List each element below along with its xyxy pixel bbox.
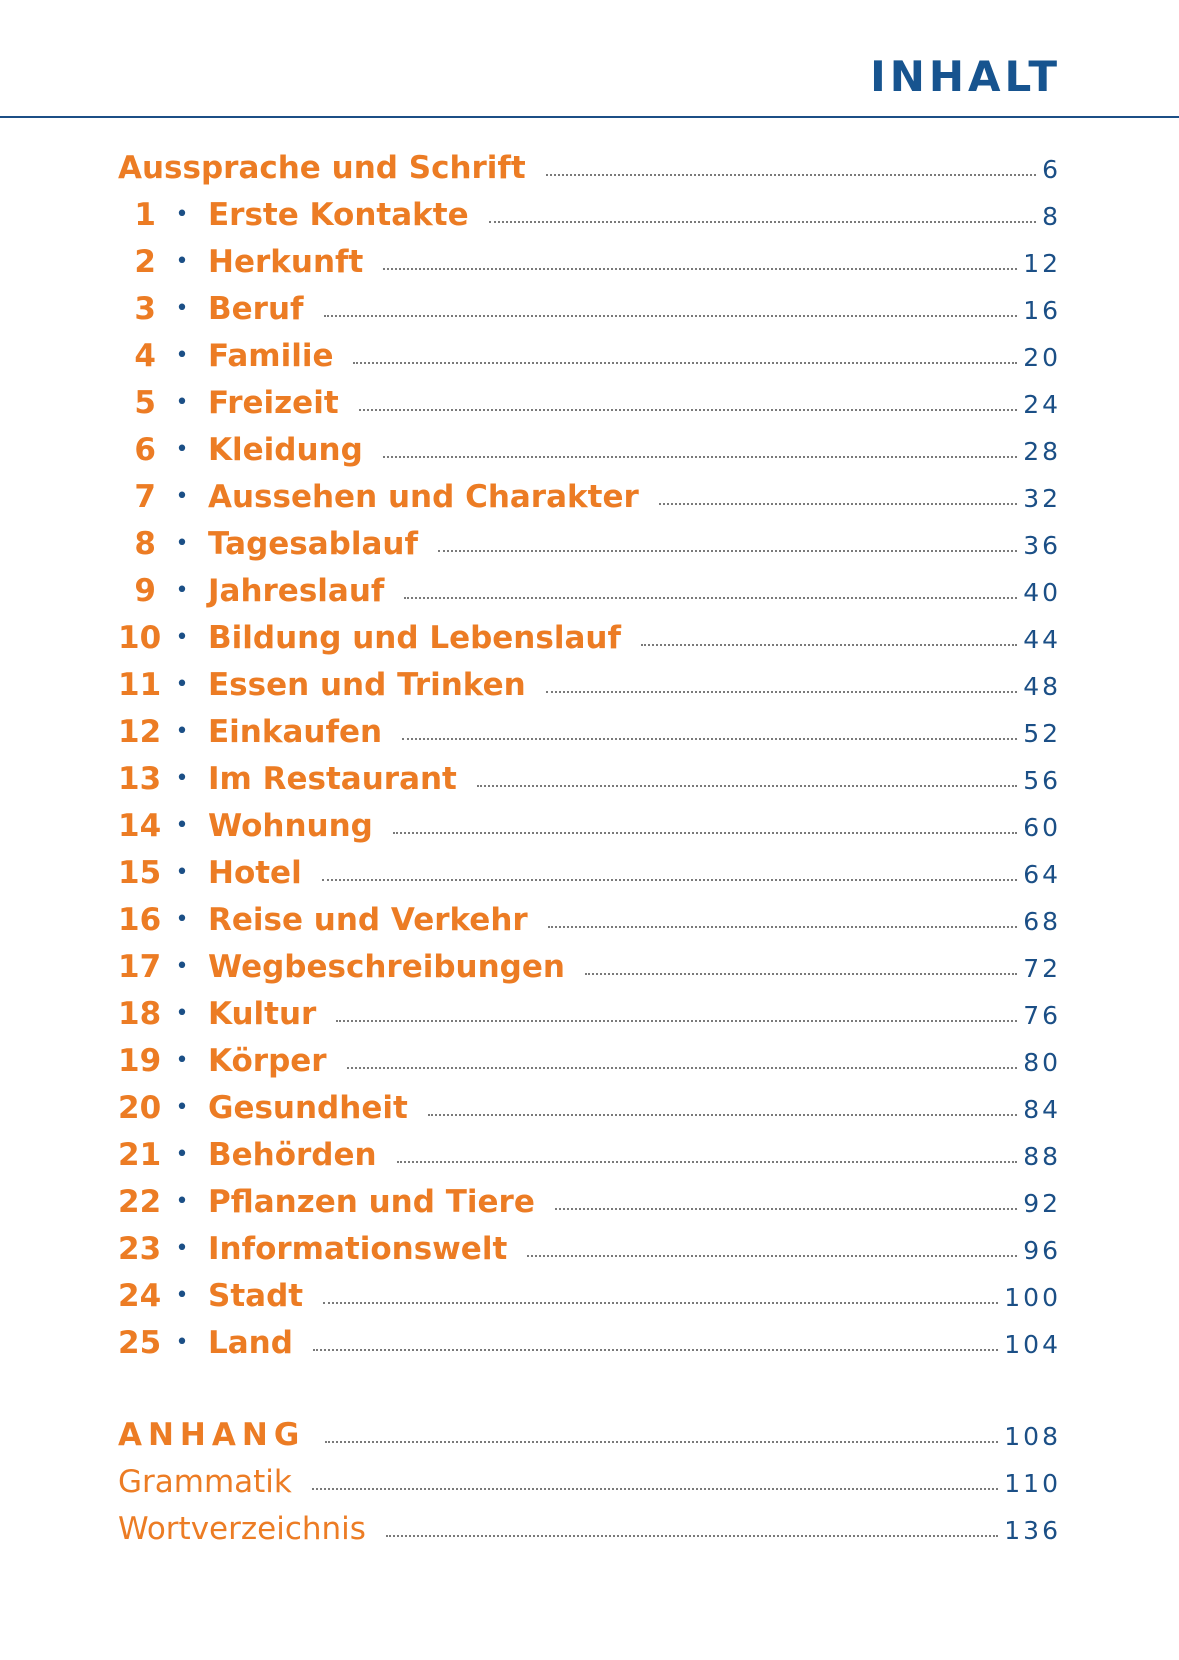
dot-leader bbox=[438, 550, 1017, 552]
chapter-number: 6 bbox=[134, 432, 156, 468]
dot-leader bbox=[359, 409, 1018, 411]
bullet-icon: • bbox=[175, 296, 189, 321]
dot-leader bbox=[404, 597, 1017, 599]
dot-leader bbox=[323, 1302, 998, 1304]
chapter-title: Beruf bbox=[208, 291, 304, 327]
toc-entry-chapter[interactable] bbox=[118, 1184, 1061, 1231]
chapter-page: 84 bbox=[1023, 1095, 1061, 1124]
bullet-icon: • bbox=[175, 578, 189, 603]
dot-leader bbox=[383, 456, 1017, 458]
dot-leader bbox=[477, 785, 1017, 787]
toc-entry-title: Aussprache und Schrift bbox=[118, 150, 526, 186]
chapter-number: 25 bbox=[118, 1325, 162, 1361]
toc-entry-chapter[interactable] bbox=[118, 761, 1061, 808]
spacer bbox=[118, 1372, 1061, 1417]
toc-entry-chapter[interactable] bbox=[118, 573, 1061, 620]
bullet-icon: • bbox=[175, 390, 189, 415]
dot-leader bbox=[313, 1349, 998, 1351]
chapter-number: 13 bbox=[118, 761, 162, 797]
toc-entry-chapter[interactable] bbox=[118, 526, 1061, 573]
dot-leader bbox=[336, 1020, 1017, 1022]
bullet-icon: • bbox=[175, 1236, 189, 1261]
page-header bbox=[0, 0, 1179, 118]
toc-entry-chapter[interactable] bbox=[118, 1278, 1061, 1325]
chapter-page: 88 bbox=[1023, 1142, 1061, 1171]
bullet-icon: • bbox=[175, 672, 189, 697]
appendix-item-page: 110 bbox=[1004, 1469, 1061, 1498]
bullet-icon: • bbox=[175, 625, 189, 650]
chapter-number: 21 bbox=[118, 1137, 162, 1173]
chapter-list bbox=[118, 197, 1061, 1372]
dot-leader bbox=[641, 644, 1017, 646]
chapter-title: Erste Kontakte bbox=[208, 197, 469, 233]
dot-leader bbox=[353, 362, 1017, 364]
dot-leader bbox=[325, 1441, 998, 1443]
dot-leader bbox=[527, 1255, 1017, 1257]
chapter-title: Freizeit bbox=[208, 385, 339, 421]
toc-entry-chapter[interactable] bbox=[118, 197, 1061, 244]
dot-leader bbox=[393, 832, 1017, 834]
page-title: INHALT bbox=[870, 52, 1061, 101]
chapter-title: Behörden bbox=[208, 1137, 377, 1173]
chapter-page: 44 bbox=[1023, 625, 1061, 654]
chapter-title: Essen und Trinken bbox=[208, 667, 526, 703]
bullet-icon: • bbox=[175, 719, 189, 744]
chapter-page: 92 bbox=[1023, 1189, 1061, 1218]
dot-leader bbox=[489, 221, 1037, 223]
toc-entry-chapter[interactable] bbox=[118, 338, 1061, 385]
chapter-title: Wegbeschreibungen bbox=[208, 949, 565, 985]
chapter-title: Einkaufen bbox=[208, 714, 383, 750]
chapter-page: 104 bbox=[1004, 1330, 1061, 1359]
toc-entry-chapter[interactable] bbox=[118, 996, 1061, 1043]
chapter-page: 72 bbox=[1023, 954, 1061, 983]
chapter-title: Kultur bbox=[208, 996, 317, 1032]
bullet-icon: • bbox=[175, 343, 189, 368]
chapter-page: 80 bbox=[1023, 1048, 1061, 1077]
table-of-contents bbox=[118, 150, 1061, 1558]
dot-leader bbox=[402, 738, 1017, 740]
dot-leader bbox=[386, 1535, 998, 1537]
chapter-title: Jahreslauf bbox=[208, 573, 385, 609]
bullet-icon: • bbox=[175, 437, 189, 462]
bullet-icon: • bbox=[175, 1283, 189, 1308]
toc-entry-appendix-item[interactable] bbox=[118, 1464, 1061, 1511]
chapter-number: 5 bbox=[134, 385, 156, 421]
dot-leader bbox=[548, 926, 1018, 928]
toc-entry-chapter[interactable] bbox=[118, 808, 1061, 855]
bullet-icon: • bbox=[175, 202, 189, 227]
chapter-number: 9 bbox=[134, 573, 156, 609]
toc-entry-chapter[interactable] bbox=[118, 244, 1061, 291]
chapter-title: Reise und Verkehr bbox=[208, 902, 528, 938]
bullet-icon: • bbox=[175, 249, 189, 274]
chapter-page: 24 bbox=[1023, 390, 1061, 419]
bullet-icon: • bbox=[175, 860, 189, 885]
chapter-page: 96 bbox=[1023, 1236, 1061, 1265]
bullet-icon: • bbox=[175, 1048, 189, 1073]
chapter-title: Herkunft bbox=[208, 244, 364, 280]
toc-entry-appendix[interactable] bbox=[118, 1417, 1061, 1464]
chapter-title: Familie bbox=[208, 338, 334, 374]
toc-entry-page: 6 bbox=[1042, 155, 1061, 184]
chapter-title: Aussehen und Charakter bbox=[208, 479, 639, 515]
chapter-page: 64 bbox=[1023, 860, 1061, 889]
chapter-title: Wohnung bbox=[208, 808, 373, 844]
chapter-page: 36 bbox=[1023, 531, 1061, 560]
chapter-page: 20 bbox=[1023, 343, 1061, 372]
dot-leader bbox=[322, 879, 1017, 881]
chapter-number: 20 bbox=[118, 1090, 162, 1126]
chapter-title: Tagesablauf bbox=[208, 526, 418, 562]
toc-entry-chapter[interactable] bbox=[118, 1325, 1061, 1372]
dot-leader bbox=[585, 973, 1017, 975]
chapter-number: 10 bbox=[118, 620, 162, 656]
bullet-icon: • bbox=[175, 1095, 189, 1120]
toc-entry-intro[interactable] bbox=[118, 150, 1061, 197]
bullet-icon: • bbox=[175, 1330, 189, 1355]
bullet-icon: • bbox=[175, 766, 189, 791]
dot-leader bbox=[312, 1488, 998, 1490]
chapter-number: 22 bbox=[118, 1184, 162, 1220]
dot-leader bbox=[397, 1161, 1018, 1163]
toc-entry-chapter[interactable] bbox=[118, 667, 1061, 714]
chapter-page: 100 bbox=[1004, 1283, 1061, 1312]
dot-leader bbox=[383, 268, 1017, 270]
chapter-number: 7 bbox=[134, 479, 156, 515]
dot-leader bbox=[428, 1114, 1017, 1116]
bullet-icon: • bbox=[175, 484, 189, 509]
bullet-icon: • bbox=[175, 954, 189, 979]
dot-leader bbox=[555, 1208, 1017, 1210]
chapter-page: 76 bbox=[1023, 1001, 1061, 1030]
chapter-title: Kleidung bbox=[208, 432, 363, 468]
chapter-number: 3 bbox=[134, 291, 156, 327]
appendix-item-title: Wortverzeichnis bbox=[118, 1511, 366, 1547]
chapter-title: Land bbox=[208, 1325, 293, 1361]
chapter-number: 4 bbox=[134, 338, 156, 374]
chapter-number: 17 bbox=[118, 949, 162, 985]
bullet-icon: • bbox=[175, 813, 189, 838]
chapter-page: 16 bbox=[1023, 296, 1061, 325]
toc-entry-chapter[interactable] bbox=[118, 1090, 1061, 1137]
bullet-icon: • bbox=[175, 531, 189, 556]
bullet-icon: • bbox=[175, 907, 189, 932]
chapter-number: 11 bbox=[118, 667, 162, 703]
toc-entry-chapter[interactable] bbox=[118, 1043, 1061, 1090]
toc-entry-chapter[interactable] bbox=[118, 1137, 1061, 1184]
chapter-title: Körper bbox=[208, 1043, 327, 1079]
chapter-page: 52 bbox=[1023, 719, 1061, 748]
toc-entry-chapter[interactable] bbox=[118, 714, 1061, 761]
appendix-title: ANHANG bbox=[118, 1417, 306, 1453]
chapter-page: 68 bbox=[1023, 907, 1061, 936]
dot-leader bbox=[347, 1067, 1018, 1069]
toc-entry-chapter[interactable] bbox=[118, 1231, 1061, 1278]
chapter-number: 16 bbox=[118, 902, 162, 938]
chapter-title: Informationswelt bbox=[208, 1231, 508, 1267]
chapter-number: 24 bbox=[118, 1278, 162, 1314]
chapter-number: 1 bbox=[134, 197, 156, 233]
chapter-number: 23 bbox=[118, 1231, 162, 1267]
chapter-title: Bildung und Lebenslauf bbox=[208, 620, 621, 656]
chapter-page: 8 bbox=[1042, 202, 1061, 231]
chapter-page: 48 bbox=[1023, 672, 1061, 701]
chapter-title: Hotel bbox=[208, 855, 302, 891]
appendix-item-title: Grammatik bbox=[118, 1464, 292, 1500]
toc-entry-chapter[interactable] bbox=[118, 291, 1061, 338]
chapter-number: 15 bbox=[118, 855, 162, 891]
toc-entry-chapter[interactable] bbox=[118, 432, 1061, 479]
chapter-number: 12 bbox=[118, 714, 162, 750]
dot-leader bbox=[546, 174, 1036, 176]
chapter-number: 8 bbox=[134, 526, 156, 562]
bullet-icon: • bbox=[175, 1142, 189, 1167]
toc-entry-chapter[interactable] bbox=[118, 902, 1061, 949]
chapter-title: Im Restaurant bbox=[208, 761, 457, 797]
chapter-number: 19 bbox=[118, 1043, 162, 1079]
bullet-icon: • bbox=[175, 1189, 189, 1214]
chapter-title: Stadt bbox=[208, 1278, 304, 1314]
appendix-page: 108 bbox=[1004, 1422, 1061, 1451]
chapter-page: 56 bbox=[1023, 766, 1061, 795]
toc-entry-chapter[interactable] bbox=[118, 620, 1061, 667]
dot-leader bbox=[324, 315, 1018, 317]
toc-entry-chapter[interactable] bbox=[118, 479, 1061, 526]
chapter-number: 2 bbox=[134, 244, 156, 280]
chapter-page: 28 bbox=[1023, 437, 1061, 466]
appendix-item-page: 136 bbox=[1004, 1516, 1061, 1545]
dot-leader bbox=[659, 503, 1017, 505]
toc-entry-chapter[interactable] bbox=[118, 949, 1061, 996]
dot-leader bbox=[546, 691, 1017, 693]
chapter-number: 14 bbox=[118, 808, 162, 844]
chapter-title: Gesundheit bbox=[208, 1090, 408, 1126]
chapter-number: 18 bbox=[118, 996, 162, 1032]
toc-entry-chapter[interactable] bbox=[118, 385, 1061, 432]
chapter-page: 60 bbox=[1023, 813, 1061, 842]
toc-entry-chapter[interactable] bbox=[118, 855, 1061, 902]
toc-entry-appendix-item[interactable] bbox=[118, 1511, 1061, 1558]
chapter-page: 32 bbox=[1023, 484, 1061, 513]
chapter-title: Pflanzen und Tiere bbox=[208, 1184, 535, 1220]
bullet-icon: • bbox=[175, 1001, 189, 1026]
chapter-page: 12 bbox=[1023, 249, 1061, 278]
chapter-page: 40 bbox=[1023, 578, 1061, 607]
